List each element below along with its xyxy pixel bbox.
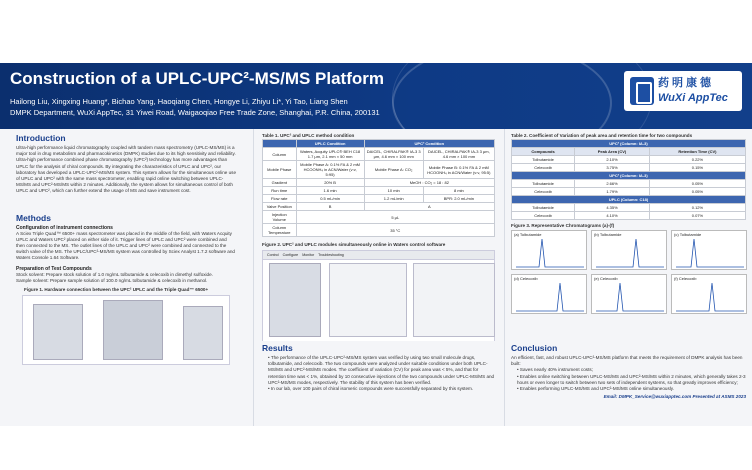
results-bullet-2-text: In our lab, over 100 pairs of chiral isomeric compounds were successfully separated by this system. — [270, 386, 474, 392]
table1-row — [263, 148, 495, 161]
table2-group-label: UPC² (Column: IA-3) — [512, 172, 746, 180]
chromatogram-label: (b) Tolbutamide — [594, 232, 622, 238]
conclusion-bullet-3-text: Enables performing UPLC-MS/MS and UPC²-MS/MS online simultaneously. — [519, 386, 675, 392]
software-tab-bar — [263, 251, 494, 260]
table2-cell: Tolbutamide — [512, 156, 575, 164]
table2-cell: 2.10% — [575, 156, 650, 164]
table1-cell: Injection Volume — [263, 211, 297, 224]
table1-cell: Column — [263, 148, 297, 161]
conclusion-bullet-1-text: Saves nearly 40% instrument costs; — [519, 367, 593, 373]
ms-instrument-image — [103, 300, 163, 360]
table1-cell: MeOH : CO₂ = 18 : 82 — [364, 179, 494, 187]
table1-cell: Column Temperature — [263, 224, 297, 237]
table1-cell: Mobile Phase A: 0.1% FA & 2 mM HCOONH₄ in ACN/Water (v:v, 5:95) — [296, 161, 364, 179]
chromatogram-grid — [511, 230, 746, 316]
conclusion-heading: Conclusion — [511, 343, 558, 353]
table2-caption: Table 2. Coefficient of Variation of peak area and retention time for two compounds — [511, 133, 693, 138]
software-tab: Control — [267, 253, 279, 258]
results-bullet-2: • In our lab, over 100 pairs of chiral isomeric compounds were successfully separated by this system. — [268, 386, 474, 392]
table1-row — [263, 179, 495, 187]
chromatogram-trace — [512, 231, 588, 271]
table1-caption: Table 1. UPC² and UPLC method condition — [262, 133, 355, 138]
upc2-control-panel — [413, 263, 495, 337]
chromatogram-panel — [591, 274, 667, 314]
table1-header-cell: UPC² Condition — [364, 140, 494, 148]
logo-chinese-text: 药明康德 — [658, 77, 714, 89]
top-margin — [0, 0, 752, 63]
table1-header-cell: UPLC Condition — [296, 140, 364, 148]
figure1-caption: Figure 1. Hardware connection between the UPC² UPLC and the Triple Quad™ 6500+ — [24, 287, 209, 293]
table2-group-label: UPC² (Column: IA-3) — [512, 140, 746, 148]
table1-row — [263, 195, 495, 203]
chromatogram-label: (d) Celecoxib — [514, 276, 538, 282]
header-decoration — [392, 63, 652, 129]
table1-cell: 8 min — [423, 187, 494, 195]
uplc-instrument-image — [33, 304, 83, 360]
table2-cell: Celecoxib — [512, 212, 575, 220]
table2-group-row — [512, 172, 746, 180]
methods-subheading-prep: Preparation of Test Compounds — [16, 265, 92, 272]
software-tab: Configure — [282, 253, 299, 258]
cv-table — [511, 139, 746, 220]
software-tab: Monitor — [302, 253, 315, 258]
logo-english-text: WuXi AppTec — [658, 92, 728, 104]
table2-row — [512, 212, 746, 220]
table2-cell: 4.35% — [575, 204, 650, 212]
conclusion-bullet-3: • Enables performing UPLC-MS/MS and UPC²-MS/MS online simultaneously. — [517, 386, 675, 392]
poster-title: Construction of a UPLC-UPC²-MS/MS Platform — [10, 69, 384, 88]
method-condition-table — [262, 139, 495, 237]
table1-cell: A — [364, 203, 494, 211]
table1-cell: Mobile Phase A: CO₂ — [364, 161, 423, 179]
chromatogram-trace — [672, 231, 748, 271]
table1-cell: B — [296, 203, 364, 211]
conclusion-bullet-2: • Enables online switching between UPLC-MS/MS and UPC²-MS/MS within 2 minutes, which generally takes 2-3 hours or even longer to switch between two sets of independent systems, so that greatly improves efficiency; — [517, 373, 746, 385]
table1-row — [263, 203, 495, 211]
logo-mark-icon — [630, 77, 654, 105]
software-tab: Troubleshooting — [318, 253, 344, 258]
table2-cell: 0.15% — [649, 164, 745, 172]
figure2-software-screenshot — [262, 250, 495, 346]
table1-cell: Mobile Phase B: 0.1% FA & 2 mM HCOONH₄ in ACN/Water (v:v, 95:5) — [423, 161, 494, 179]
poster-header — [0, 63, 752, 129]
table1-row — [263, 161, 495, 179]
table2-header-cell: Retention Time (CV) — [649, 148, 745, 156]
table2-cell: Tolbutamide — [512, 204, 575, 212]
table2-row — [512, 164, 746, 172]
table2-header-cell: Peak Area (CV) — [575, 148, 650, 156]
chromatogram-panel — [511, 230, 587, 270]
table2-group-row — [512, 196, 746, 204]
table1-cell: Waters, Acquity UPLC® BEH C18 1.7 μm, 2.1 mm × 50 mm — [296, 148, 364, 161]
results-bullet-1-text: The performance of the UPLC-UPC²-MS/MS system was verified by using two small molecule drugs, tolbutamide, and celecoxib. The two compounds were analyzed under suitable conditions under both UPLC-MS/MS and UPC²-MS/MS modes. The coefficient of variation (CV) for peak area was < 5%, and that for retention time was < 1%, obtained by 10 consecutive injections of the two compounds under UPLC-MS/MS and UPC²-MS/MS modes, respectively. The stability of this system has been verified. — [268, 355, 495, 385]
chromatogram-panel — [671, 230, 747, 270]
table1-row — [263, 211, 495, 224]
conclusion-bullet-1: • Saves nearly 40% instrument costs; — [517, 367, 593, 373]
methods-sample-text: Sample solvent: Prepare sample solution of 100.0 ng/mL tolbutamide & celecoxib in methanol. — [16, 277, 208, 283]
table1-cell: Mobile Phase — [263, 161, 297, 179]
table2-cell: 4.10% — [575, 212, 650, 220]
table1-cell: DAICEL, CHIRALPAK® IA-3 3 μm, 4.6 mm × 100 mm — [423, 148, 494, 161]
figure3-caption: Figure 3. Representative Chromatograms (a)-(f) — [511, 223, 615, 229]
table2-cell: 0.12% — [649, 204, 745, 212]
upc2-instrument-image — [183, 306, 223, 360]
table2-header-row — [512, 148, 746, 156]
table2-row — [512, 204, 746, 212]
poster-authors: Hailong Liu, Xingxing Huang*, Bichao Yang, Haoqiang Chen, Hongye Li, Zhiyu Li*, Yi Tao, Liang Shen — [10, 97, 348, 106]
table1-row — [263, 224, 495, 237]
intro-heading: Introduction — [16, 133, 66, 143]
table1-row — [263, 187, 495, 195]
table2-header-cell: Compounds — [512, 148, 575, 156]
table2-cell: 0.05% — [649, 180, 745, 188]
chromatogram-trace — [672, 275, 748, 315]
methods-heading: Methods — [16, 212, 51, 223]
table2-cell: Celecoxib — [512, 188, 575, 196]
chromatogram-label: (c) Tolbutamide — [674, 232, 702, 238]
conclusion-section — [504, 341, 752, 426]
table2-cell: 3.75% — [575, 164, 650, 172]
table1-cell: 10 min — [364, 187, 423, 195]
table2-cell: Tolbutamide — [512, 180, 575, 188]
results-heading: Results — [262, 343, 293, 353]
table1-header-cell — [263, 140, 297, 148]
table1-cell: 0.5 mL/min — [296, 195, 364, 203]
table2-cell: 0.05% — [649, 188, 745, 196]
column-left — [0, 129, 252, 426]
results-bullet-1: • The performance of the UPLC-UPC²-MS/MS system was verified by using two small molecule drugs, tolbutamide, and celecoxib. The two compounds were analyzed under suitable conditions under both UPLC-MS/MS and UPC²-MS/MS modes. The coefficient of variation (CV) for peak area was < 5%, and that for retention time was < 1%, obtained by 10 consecutive injections of the two compounds under UPLC-MS/MS and UPC²-MS/MS modes, respectively. The stability of this system has been verified. — [268, 355, 495, 385]
table2-cell: 2.66% — [575, 180, 650, 188]
table1-cell: 5 μL — [296, 211, 494, 224]
table1-cell: BPR: 2.0 mL/min — [423, 195, 494, 203]
methods-subheading-config: Configuration of instrument connections — [16, 224, 113, 231]
bottom-margin — [0, 426, 752, 470]
table1-cell: Flow rate — [263, 195, 297, 203]
poster-affiliation: DMPK Department, WuXi AppTec, 31 Yiwei Road, Waigaoqiao Free Trade Zone, Shanghai, P.R. China, 200131 — [10, 108, 380, 117]
table2-row — [512, 180, 746, 188]
table1-cell: 35 °C — [296, 224, 494, 237]
figure1-hardware-photo — [22, 295, 230, 365]
chromatogram-trace — [512, 275, 588, 315]
table1-cell: 1.6 min — [296, 187, 364, 195]
table1-cell: Run time — [263, 187, 297, 195]
chromatogram-panel — [671, 274, 747, 314]
table2-cell: 0.22% — [649, 156, 745, 164]
methods-config-text: A Sciex Triple Quad™ 6500+ mass spectrometer was placed in the middle of the field, with Waters Acquity UPLC and Waters UPC² placed on either side of it. Trigger lines of UPLC and UPC² were combined and then connected to the MS. The outlet lines of the UPLC and UPC² were combined and connected to the switch valve of the MS. The UPLC/UPC²-MS/MS system was controlled by Sciex Analyst 1.7.2 software and Waters Console 1.64 Software. — [16, 230, 235, 261]
chromatogram-trace — [592, 275, 668, 315]
table1-cell: Gradient — [263, 179, 297, 187]
table1-header-row — [263, 140, 495, 148]
table1-cell: 1.2 mL/min — [364, 195, 423, 203]
poster-footer: Email: DMPK_Service@wuxiapptec.com Presented at ASMS 2023 — [603, 394, 746, 400]
table2-group-label: UPLC (Column: C18) — [512, 196, 746, 204]
results-section — [253, 341, 503, 423]
chromatogram-panel — [591, 230, 667, 270]
table2-cell: 1.79% — [575, 188, 650, 196]
table1-cell: 20% B — [296, 179, 364, 187]
conclusion-bullet-2-text: Enables online switching between UPLC-MS/MS and UPC²-MS/MS within 2 minutes, which generally takes 2-3 hours or even longer to switch between two sets of independent systems, so that greatly improves efficiency; — [517, 373, 746, 385]
chromatogram-trace — [592, 231, 668, 271]
figure2-caption: Figure 2. UPC² and UPLC modules simultaneously online in Waters control software — [262, 242, 446, 248]
table2-cell: 0.07% — [649, 212, 745, 220]
chromatogram-label: (a) Tolbutamide — [514, 232, 542, 238]
chromatogram-label: (f) Celecoxib — [674, 276, 697, 282]
table2-group-row — [512, 140, 746, 148]
table2-row — [512, 156, 746, 164]
table2-cell: Celecoxib — [512, 164, 575, 172]
uplc-control-panel — [329, 263, 407, 337]
conclusion-intro: An efficient, fast, and robust UPLC-UPC²-MS/MS platform that meets the requirement of DMPK analysis has been built: — [511, 355, 743, 367]
table1-cell: DAICEL, CHIRALPAK® IA-3 3 μm, 4.6 mm × 100 mm — [364, 148, 423, 161]
intro-text: Ultra-high performance liquid chromatography coupled with tandem mass spectrometry (UPLC-MS/MS) is a major tool in drug metabolism and pharmacokinetics (DMPK) studies due to its high sensitivity and reliability. Ultra-high performance combined phase chromatography (UPC²) technology has more advantages than UPLC for the analysis of chiral compounds. By integrating the characteristics of UPLC and UPC², our laboratory has developed a UPLC-UPC²-MS/MS system. This system allows for the simultaneous online use of UPLC and UPC² with the same mass spectrometer, enabling rapid online switching between UPLC-MS/MS and UPC²-MS/MS within 2 minutes. Additionally, the system allows for simultaneous control of both UPLC and UPC², which can further extend the usage of MS and save instrument cost. — [16, 145, 236, 194]
chromatogram-panel — [511, 274, 587, 314]
chromatogram-label: (e) Celecoxib — [594, 276, 618, 282]
table2-row — [512, 188, 746, 196]
instrument-stack-image — [269, 263, 321, 337]
wuxi-logo — [624, 71, 742, 111]
methods-stock-text: Stock solvent: Prepare stock solution of 1.0 mg/mL tolbutamide & celecoxib in dimethyl sulfoxide. — [16, 271, 213, 277]
table1-cell: Valve Position — [263, 203, 297, 211]
